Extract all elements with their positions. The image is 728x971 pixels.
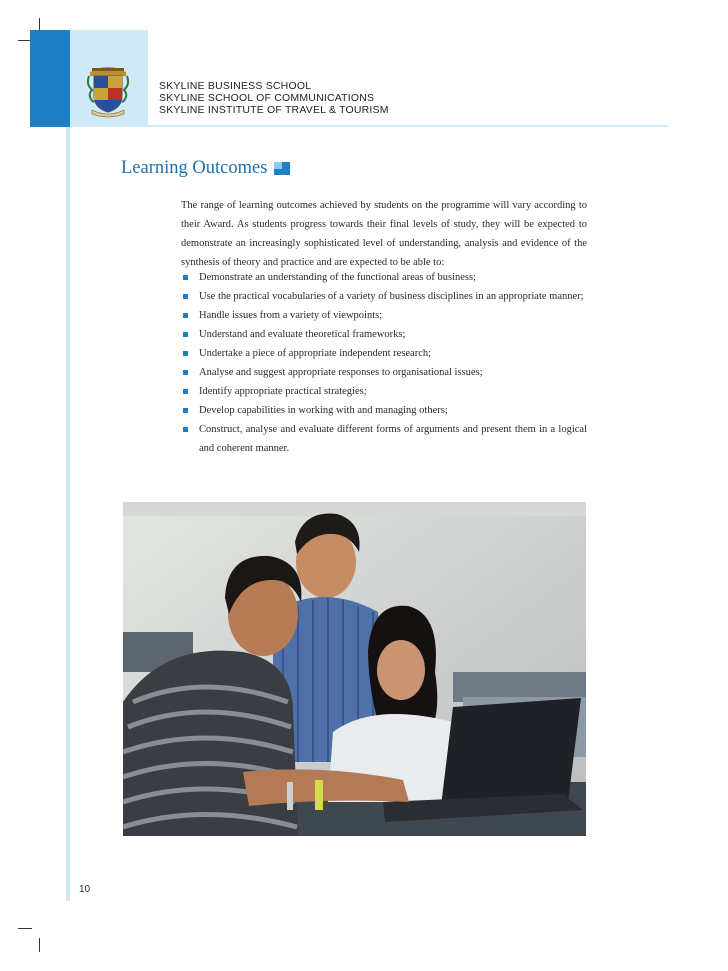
list-item [181, 401, 587, 420]
outcome-text: Handle issues from a variety of viewpoints; [199, 310, 383, 321]
crop-mark [39, 938, 40, 952]
bullet-square-icon [183, 313, 188, 318]
header-rule [148, 125, 668, 127]
list-item [181, 287, 587, 306]
crop-mark [18, 928, 32, 929]
bullet-square-icon [183, 408, 188, 413]
list-item [181, 363, 587, 382]
bullet-square-icon [183, 427, 188, 432]
list-item [181, 306, 587, 325]
outcome-text: Construct, analyse and evaluate different forms of arguments and present them in a logical and coherent manner. [199, 424, 587, 454]
list-item [181, 382, 587, 401]
bullet-square-icon [183, 389, 188, 394]
section-title: Learning Outcomes [121, 158, 268, 178]
school-name: SKYLINE BUSINESS SCHOOL [159, 80, 312, 92]
bullet-square-icon [183, 332, 188, 337]
school-name: SKYLINE SCHOOL OF COMMUNICATIONS [159, 92, 375, 104]
side-rule [66, 127, 70, 901]
page-number: 10 [79, 884, 91, 895]
outcome-text: Demonstrate an understanding of the functional areas of business; [199, 272, 477, 283]
school-name: SKYLINE INSTITUTE OF TRAVEL & TOURISM [159, 104, 389, 116]
list-item [181, 268, 587, 287]
outcome-text: Understand and evaluate theoretical frameworks; [199, 329, 406, 340]
outcome-text: Analyse and suggest appropriate responses to organisational issues; [199, 367, 483, 378]
list-item [181, 325, 587, 344]
outcome-text: Develop capabilities in working with and managing others; [199, 405, 448, 416]
outcome-text: Identify appropriate practical strategies; [199, 386, 367, 397]
bullet-square-icon [183, 275, 188, 280]
outcome-text: Use the practical vocabularies of a variety of business disciplines in an appropriate manner; [199, 291, 584, 302]
learning-outcomes-list [181, 268, 587, 458]
students-photo [123, 502, 586, 836]
header-accent-bar [30, 30, 70, 127]
school-names [159, 80, 389, 116]
outcome-text: Undertake a piece of appropriate independent research; [199, 348, 432, 359]
title-square-icon [274, 162, 290, 175]
list-item [181, 420, 587, 458]
school-crest-logo [86, 64, 130, 118]
intro-paragraph: The range of learning outcomes achieved by students on the programme will vary according to their Award. As students progress towards their final levels of study, they will be expected to demonstrate an increasingly sophisticated level of understanding, analysis and evidence of the synthesis of theory and practice and are expected to be able to: [181, 200, 587, 268]
bullet-square-icon [183, 294, 188, 299]
bullet-square-icon [183, 370, 188, 375]
list-item [181, 344, 587, 363]
bullet-square-icon [183, 351, 188, 356]
